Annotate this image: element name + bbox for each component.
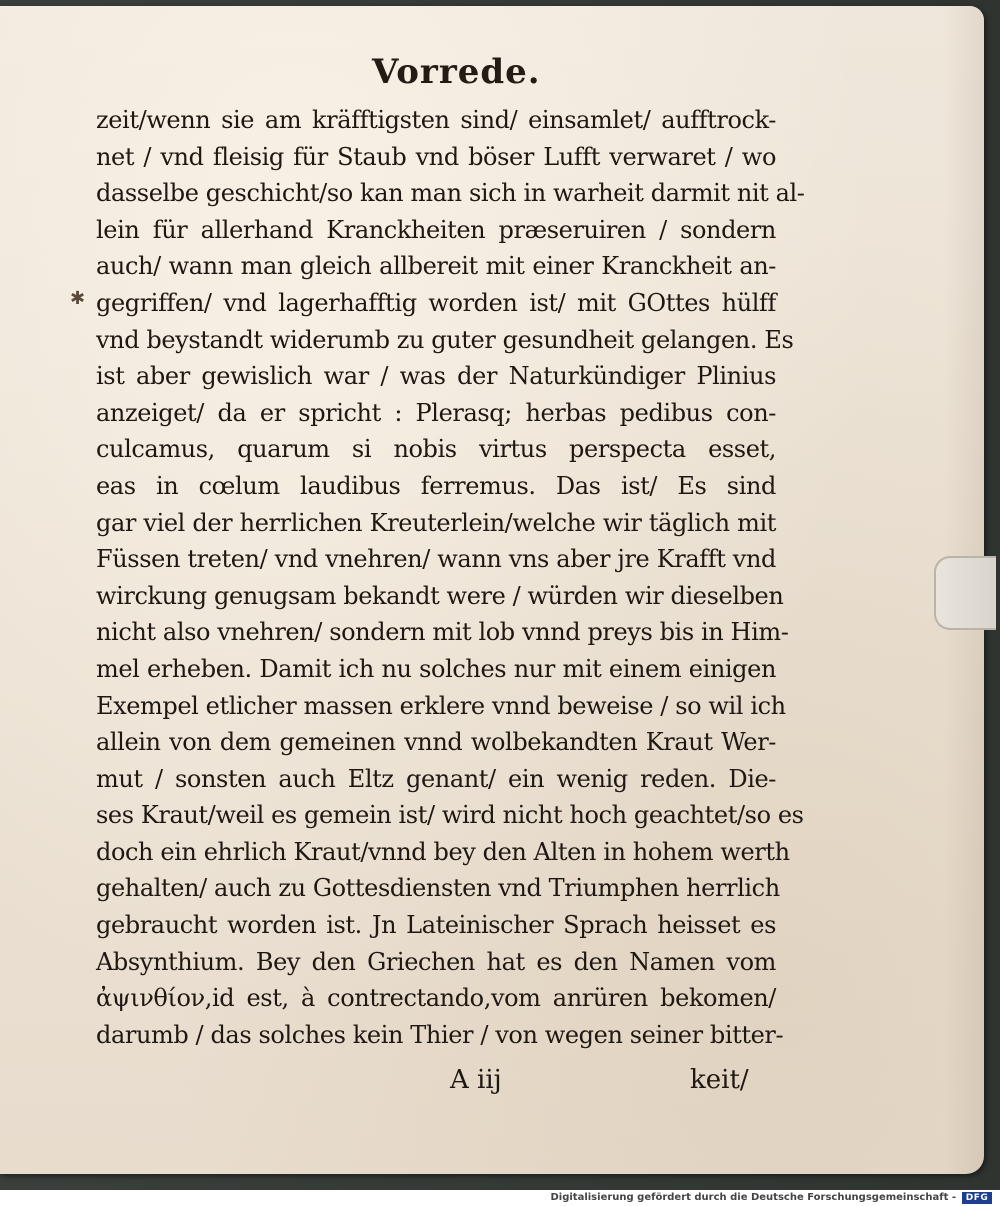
credit-bar [0, 1190, 1000, 1206]
text-line-8: ist aber gewislich war / was der Naturkündiger Plinius [96, 362, 776, 391]
body-text [96, 102, 805, 1053]
text-line-21: doch ein ehrlich Kraut/vnnd bey den Alten in hohem werth [96, 837, 790, 866]
running-head: Vorrede. [372, 52, 541, 92]
ink-spot-mark: ✱ [70, 288, 86, 309]
text-line-4: lein für allerhand Kranckheiten præseruiren / sondern [96, 215, 776, 244]
text-line-24: Absynthium. Bey den Griechen hat es den Namen vom [96, 947, 776, 976]
text-line-1: zeit/wenn sie am kräfftigsten sind/ einsamlet/ aufftrock- [96, 106, 776, 134]
text-line-16: mel erheben. Damit ich nu solches nur mit einem einigen [96, 654, 776, 683]
text-line-9: anzeiget/ da er spricht : Plerasq; herbas pedibus con- [96, 398, 776, 427]
text-line-2: net / vnd fleisig für Staub vnd böser Lufft verwaret / wo [96, 142, 776, 171]
text-line-3: dasselbe geschicht/so kan man sich in warheit darmit nit al- [96, 179, 805, 208]
text-line-25: ἀψινθίον,id est, à contrectando,vom anrüren bekomen/ [96, 984, 776, 1013]
text-line-6: gegriffen/ vnd lagerhafftig worden ist/ mit GOttes hülff [96, 288, 776, 317]
text-line-12: gar viel der herrlichen Kreuterlein/welche wir täglich mit [96, 508, 776, 537]
text-line-26: darumb / das solches kein Thier / von wegen seiner bitter- [96, 1020, 784, 1049]
text-line-5: auch/ wann man gleich allbereit mit einer Kranckheit an- [96, 252, 776, 281]
text-line-13: Füssen treten/ vnd vnehren/ wann vns aber jre Krafft vnd [96, 545, 776, 574]
text-line-20: ses Kraut/weil es gemein ist/ wird nicht hoch geachtet/so es [96, 801, 804, 830]
text-line-18: allein von dem gemeinen vnnd wolbekandten Kraut Wer- [96, 728, 776, 757]
text-line-14: wirckung genugsam bekandt were / würden wir dieselben [96, 581, 784, 610]
page-clip-tab [934, 556, 996, 630]
text-line-15: nicht also vnehren/ sondern mit lob vnnd preys bis in Him- [96, 618, 789, 647]
text-line-23: gebraucht worden ist. Jn Lateinischer Sprach heisset es [96, 911, 776, 940]
text-line-11: eas in cœlum laudibus ferremus. Das ist/ Es sind [96, 471, 776, 500]
text-line-10: culcamus, quarum si nobis virtus perspecta esset, [96, 435, 776, 464]
catchword: keit/ [690, 1065, 749, 1095]
text-line-17: Exempel etlicher massen erklere vnnd beweise / so wil ich [96, 691, 786, 720]
text-line-7: vnd beystandt widerumb zu guter gesundheit gelangen. Es [96, 325, 794, 354]
text-line-22: gehalten/ auch zu Gottesdiensten vnd Triumphen herrlich [96, 874, 780, 903]
dfg-logo-icon: DFG [962, 1192, 992, 1204]
funding-credit: Digitalisierung gefördert durch die Deutsche Forschungsgemeinschaft - [550, 1192, 956, 1203]
text-line-19: mut / sonsten auch Eltz genant/ ein wenig reden. Die- [96, 764, 776, 793]
signature-mark: A iij [450, 1065, 502, 1095]
